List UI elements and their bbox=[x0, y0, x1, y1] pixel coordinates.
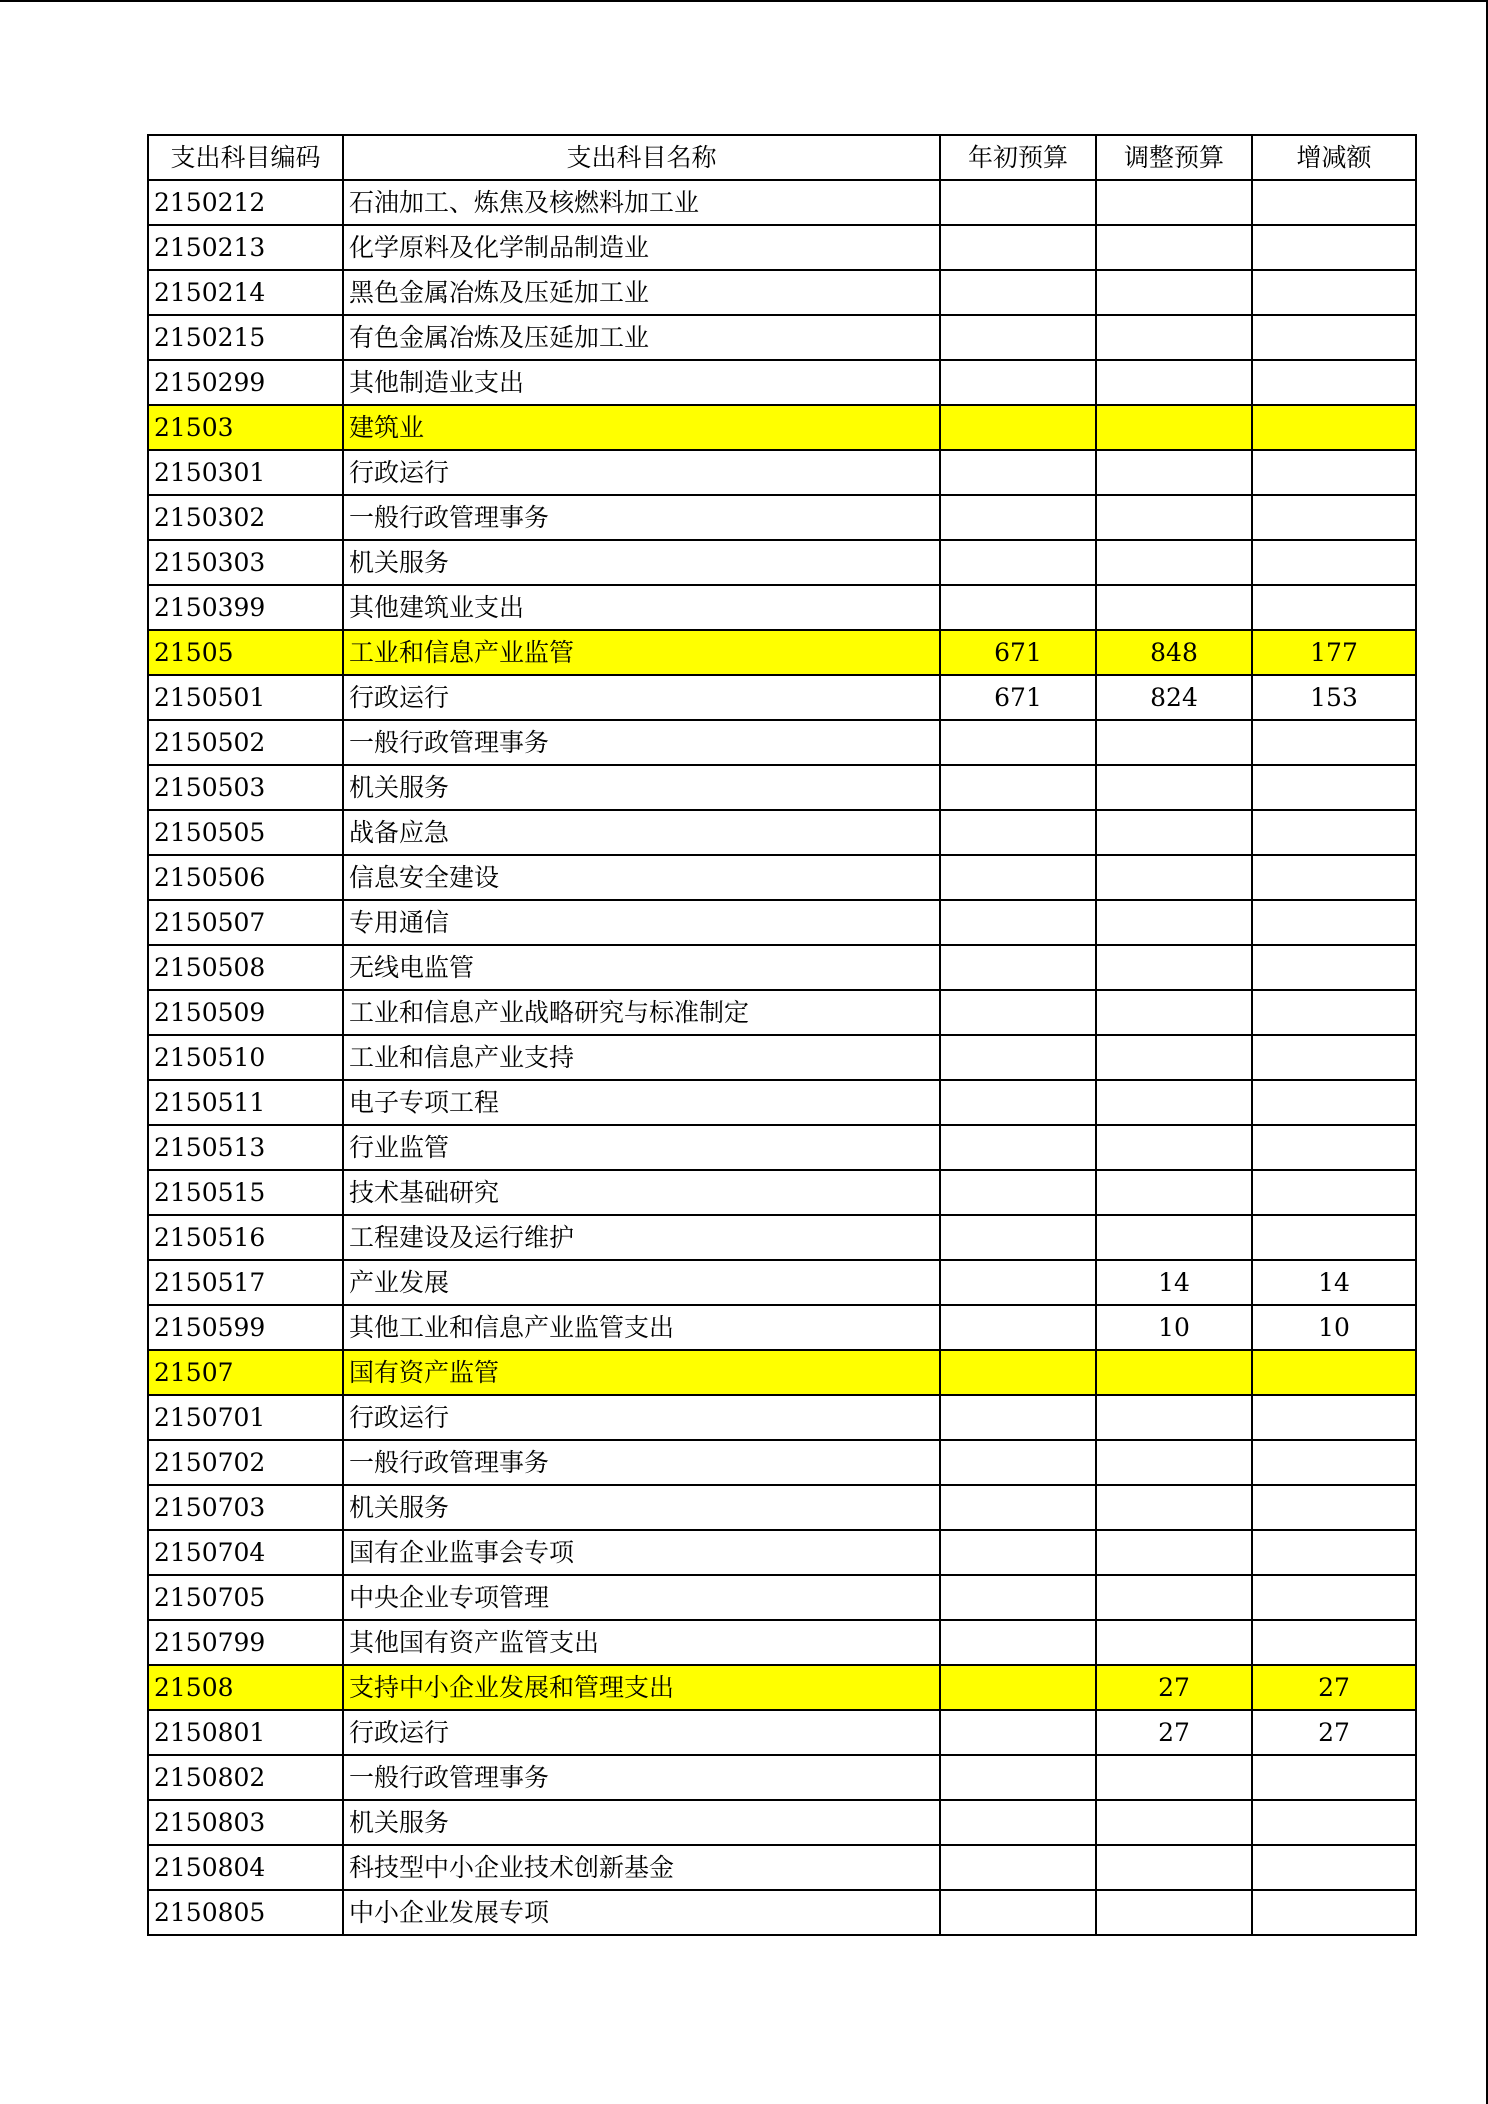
cell-code: 2150599 bbox=[148, 1305, 343, 1350]
cell-adjusted-budget bbox=[1096, 1485, 1252, 1530]
cell-name: 科技型中小企业技术创新基金 bbox=[343, 1845, 940, 1890]
cell-name: 机关服务 bbox=[343, 540, 940, 585]
cell-initial-budget bbox=[940, 990, 1096, 1035]
cell-change: 10 bbox=[1252, 1305, 1416, 1350]
table-row bbox=[148, 1485, 1416, 1530]
cell-code: 2150517 bbox=[148, 1260, 343, 1305]
cell-name: 石油加工、炼焦及核燃料加工业 bbox=[343, 180, 940, 225]
cell-name: 其他建筑业支出 bbox=[343, 585, 940, 630]
cell-name: 其他工业和信息产业监管支出 bbox=[343, 1305, 940, 1350]
cell-name: 无线电监管 bbox=[343, 945, 940, 990]
cell-adjusted-budget bbox=[1096, 360, 1252, 405]
cell-initial-budget bbox=[940, 1665, 1096, 1710]
table-row bbox=[148, 1890, 1416, 1935]
cell-adjusted-budget bbox=[1096, 270, 1252, 315]
cell-initial-budget bbox=[940, 1800, 1096, 1845]
cell-name: 中央企业专项管理 bbox=[343, 1575, 940, 1620]
cell-name: 建筑业 bbox=[343, 405, 940, 450]
cell-name: 专用通信 bbox=[343, 900, 940, 945]
budget-table bbox=[147, 134, 1417, 1936]
cell-name: 其他国有资产监管支出 bbox=[343, 1620, 940, 1665]
cell-name: 一般行政管理事务 bbox=[343, 1440, 940, 1485]
table-row bbox=[148, 720, 1416, 765]
table-row-category bbox=[148, 405, 1416, 450]
cell-name: 产业发展 bbox=[343, 1260, 940, 1305]
cell-name: 有色金属冶炼及压延加工业 bbox=[343, 315, 940, 360]
cell-code: 2150799 bbox=[148, 1620, 343, 1665]
cell-change bbox=[1252, 1035, 1416, 1080]
cell-initial-budget bbox=[940, 1125, 1096, 1170]
cell-adjusted-budget bbox=[1096, 1125, 1252, 1170]
cell-adjusted-budget bbox=[1096, 405, 1252, 450]
cell-code: 2150705 bbox=[148, 1575, 343, 1620]
cell-adjusted-budget bbox=[1096, 900, 1252, 945]
cell-adjusted-budget bbox=[1096, 945, 1252, 990]
cell-code: 21505 bbox=[148, 630, 343, 675]
table-row bbox=[148, 765, 1416, 810]
cell-initial-budget bbox=[940, 1575, 1096, 1620]
cell-code: 2150805 bbox=[148, 1890, 343, 1935]
cell-change bbox=[1252, 720, 1416, 765]
cell-change bbox=[1252, 1125, 1416, 1170]
cell-code: 2150508 bbox=[148, 945, 343, 990]
cell-change bbox=[1252, 1845, 1416, 1890]
cell-name: 化学原料及化学制品制造业 bbox=[343, 225, 940, 270]
cell-name: 战备应急 bbox=[343, 810, 940, 855]
cell-initial-budget bbox=[940, 945, 1096, 990]
cell-change bbox=[1252, 855, 1416, 900]
cell-initial-budget bbox=[940, 1215, 1096, 1260]
cell-code: 2150701 bbox=[148, 1395, 343, 1440]
cell-code: 2150506 bbox=[148, 855, 343, 900]
cell-name: 国有企业监事会专项 bbox=[343, 1530, 940, 1575]
page-top-edge bbox=[0, 0, 1488, 2]
cell-adjusted-budget bbox=[1096, 765, 1252, 810]
table-row bbox=[148, 1845, 1416, 1890]
cell-initial-budget bbox=[940, 1305, 1096, 1350]
cell-change bbox=[1252, 945, 1416, 990]
cell-adjusted-budget bbox=[1096, 225, 1252, 270]
cell-code: 21507 bbox=[148, 1350, 343, 1395]
cell-name: 黑色金属冶炼及压延加工业 bbox=[343, 270, 940, 315]
table-row bbox=[148, 1800, 1416, 1845]
cell-initial-budget bbox=[940, 1845, 1096, 1890]
table-row bbox=[148, 855, 1416, 900]
cell-initial-budget bbox=[940, 1080, 1096, 1125]
cell-change: 177 bbox=[1252, 630, 1416, 675]
cell-name: 国有资产监管 bbox=[343, 1350, 940, 1395]
cell-name: 工业和信息产业战略研究与标准制定 bbox=[343, 990, 940, 1035]
header-adjusted-budget: 调整预算 bbox=[1096, 135, 1252, 180]
cell-initial-budget bbox=[940, 360, 1096, 405]
header-change: 增减额 bbox=[1252, 135, 1416, 180]
cell-initial-budget bbox=[940, 765, 1096, 810]
cell-adjusted-budget: 27 bbox=[1096, 1710, 1252, 1755]
table-row bbox=[148, 945, 1416, 990]
cell-initial-budget bbox=[940, 1395, 1096, 1440]
cell-initial-budget bbox=[940, 270, 1096, 315]
cell-change bbox=[1252, 1485, 1416, 1530]
cell-initial-budget: 671 bbox=[940, 630, 1096, 675]
cell-code: 2150510 bbox=[148, 1035, 343, 1080]
cell-change bbox=[1252, 1350, 1416, 1395]
table-row-category bbox=[148, 1665, 1416, 1710]
cell-initial-budget bbox=[940, 450, 1096, 495]
cell-initial-budget bbox=[940, 585, 1096, 630]
cell-code: 2150702 bbox=[148, 1440, 343, 1485]
cell-change bbox=[1252, 1755, 1416, 1800]
cell-initial-budget bbox=[940, 1620, 1096, 1665]
table-row bbox=[148, 675, 1416, 720]
table-row bbox=[148, 450, 1416, 495]
cell-change bbox=[1252, 990, 1416, 1035]
table-row bbox=[148, 180, 1416, 225]
cell-adjusted-budget bbox=[1096, 540, 1252, 585]
cell-adjusted-budget bbox=[1096, 1035, 1252, 1080]
cell-change bbox=[1252, 1215, 1416, 1260]
table-row bbox=[148, 1530, 1416, 1575]
cell-name: 机关服务 bbox=[343, 765, 940, 810]
table-row bbox=[148, 1755, 1416, 1800]
cell-name: 电子专项工程 bbox=[343, 1080, 940, 1125]
header-row bbox=[148, 135, 1416, 180]
cell-name: 工业和信息产业支持 bbox=[343, 1035, 940, 1080]
cell-adjusted-budget bbox=[1096, 1575, 1252, 1620]
cell-initial-budget bbox=[940, 1710, 1096, 1755]
cell-code: 2150509 bbox=[148, 990, 343, 1035]
cell-code: 2150399 bbox=[148, 585, 343, 630]
cell-adjusted-budget bbox=[1096, 1755, 1252, 1800]
cell-name: 一般行政管理事务 bbox=[343, 495, 940, 540]
cell-adjusted-budget bbox=[1096, 990, 1252, 1035]
cell-initial-budget bbox=[940, 855, 1096, 900]
cell-adjusted-budget bbox=[1096, 720, 1252, 765]
cell-adjusted-budget bbox=[1096, 1170, 1252, 1215]
cell-code: 2150299 bbox=[148, 360, 343, 405]
table-row-category bbox=[148, 630, 1416, 675]
table-row bbox=[148, 1260, 1416, 1305]
table-row bbox=[148, 1170, 1416, 1215]
cell-code: 2150801 bbox=[148, 1710, 343, 1755]
cell-change bbox=[1252, 1890, 1416, 1935]
cell-name: 一般行政管理事务 bbox=[343, 720, 940, 765]
cell-adjusted-budget bbox=[1096, 1080, 1252, 1125]
cell-adjusted-budget bbox=[1096, 1395, 1252, 1440]
cell-adjusted-budget: 848 bbox=[1096, 630, 1252, 675]
cell-initial-budget bbox=[940, 1260, 1096, 1305]
cell-change bbox=[1252, 450, 1416, 495]
cell-initial-budget bbox=[940, 1755, 1096, 1800]
cell-code: 2150703 bbox=[148, 1485, 343, 1530]
table-row bbox=[148, 1125, 1416, 1170]
cell-code: 2150303 bbox=[148, 540, 343, 585]
cell-name: 其他制造业支出 bbox=[343, 360, 940, 405]
table-row bbox=[148, 900, 1416, 945]
cell-adjusted-budget bbox=[1096, 855, 1252, 900]
cell-name: 中小企业发展专项 bbox=[343, 1890, 940, 1935]
table-body bbox=[148, 180, 1416, 1935]
cell-change bbox=[1252, 540, 1416, 585]
cell-adjusted-budget bbox=[1096, 1530, 1252, 1575]
cell-adjusted-budget bbox=[1096, 1215, 1252, 1260]
cell-code: 2150516 bbox=[148, 1215, 343, 1260]
cell-change bbox=[1252, 1080, 1416, 1125]
table-row bbox=[148, 315, 1416, 360]
cell-change bbox=[1252, 1575, 1416, 1620]
cell-change bbox=[1252, 810, 1416, 855]
table-row bbox=[148, 225, 1416, 270]
cell-adjusted-budget bbox=[1096, 450, 1252, 495]
table-row bbox=[148, 360, 1416, 405]
cell-name: 机关服务 bbox=[343, 1485, 940, 1530]
table-row bbox=[148, 1305, 1416, 1350]
cell-change: 14 bbox=[1252, 1260, 1416, 1305]
cell-initial-budget bbox=[940, 1350, 1096, 1395]
cell-initial-budget bbox=[940, 1890, 1096, 1935]
cell-code: 2150511 bbox=[148, 1080, 343, 1125]
cell-initial-budget bbox=[940, 315, 1096, 360]
cell-change bbox=[1252, 225, 1416, 270]
cell-code: 2150503 bbox=[148, 765, 343, 810]
cell-name: 机关服务 bbox=[343, 1800, 940, 1845]
cell-change bbox=[1252, 765, 1416, 810]
table-row bbox=[148, 585, 1416, 630]
cell-code: 2150515 bbox=[148, 1170, 343, 1215]
cell-adjusted-budget: 14 bbox=[1096, 1260, 1252, 1305]
table-row bbox=[148, 495, 1416, 540]
cell-name: 信息安全建设 bbox=[343, 855, 940, 900]
table-row bbox=[148, 1080, 1416, 1125]
cell-name: 行业监管 bbox=[343, 1125, 940, 1170]
cell-change bbox=[1252, 1530, 1416, 1575]
cell-adjusted-budget bbox=[1096, 315, 1252, 360]
cell-initial-budget bbox=[940, 495, 1096, 540]
cell-code: 2150214 bbox=[148, 270, 343, 315]
cell-code: 2150501 bbox=[148, 675, 343, 720]
cell-name: 一般行政管理事务 bbox=[343, 1755, 940, 1800]
header-initial-budget: 年初预算 bbox=[940, 135, 1096, 180]
cell-code: 2150507 bbox=[148, 900, 343, 945]
table-row bbox=[148, 1215, 1416, 1260]
cell-code: 2150215 bbox=[148, 315, 343, 360]
cell-change bbox=[1252, 405, 1416, 450]
cell-change bbox=[1252, 585, 1416, 630]
cell-change bbox=[1252, 315, 1416, 360]
cell-change bbox=[1252, 1440, 1416, 1485]
table-row bbox=[148, 1440, 1416, 1485]
cell-change bbox=[1252, 1620, 1416, 1665]
cell-code: 2150803 bbox=[148, 1800, 343, 1845]
cell-initial-budget bbox=[940, 720, 1096, 765]
cell-initial-budget bbox=[940, 1035, 1096, 1080]
cell-adjusted-budget: 27 bbox=[1096, 1665, 1252, 1710]
cell-adjusted-budget bbox=[1096, 1350, 1252, 1395]
cell-code: 21508 bbox=[148, 1665, 343, 1710]
cell-adjusted-budget bbox=[1096, 1440, 1252, 1485]
cell-code: 2150804 bbox=[148, 1845, 343, 1890]
cell-initial-budget bbox=[940, 1485, 1096, 1530]
table-row bbox=[148, 1035, 1416, 1080]
cell-initial-budget bbox=[940, 1530, 1096, 1575]
header-code: 支出科目编码 bbox=[148, 135, 343, 180]
table-row bbox=[148, 270, 1416, 315]
cell-adjusted-budget bbox=[1096, 1620, 1252, 1665]
cell-initial-budget: 671 bbox=[940, 675, 1096, 720]
cell-initial-budget bbox=[940, 1440, 1096, 1485]
cell-change: 27 bbox=[1252, 1710, 1416, 1755]
table-row bbox=[148, 540, 1416, 585]
cell-name: 支持中小企业发展和管理支出 bbox=[343, 1665, 940, 1710]
cell-name: 工程建设及运行维护 bbox=[343, 1215, 940, 1260]
cell-code: 2150301 bbox=[148, 450, 343, 495]
cell-code: 2150213 bbox=[148, 225, 343, 270]
table-row bbox=[148, 1620, 1416, 1665]
cell-change bbox=[1252, 495, 1416, 540]
cell-adjusted-budget bbox=[1096, 495, 1252, 540]
cell-change bbox=[1252, 900, 1416, 945]
cell-change: 27 bbox=[1252, 1665, 1416, 1710]
cell-initial-budget bbox=[940, 405, 1096, 450]
cell-code: 2150302 bbox=[148, 495, 343, 540]
cell-code: 2150505 bbox=[148, 810, 343, 855]
table-row bbox=[148, 1395, 1416, 1440]
cell-name: 行政运行 bbox=[343, 1395, 940, 1440]
cell-initial-budget bbox=[940, 180, 1096, 225]
cell-code: 2150802 bbox=[148, 1755, 343, 1800]
table-row bbox=[148, 810, 1416, 855]
cell-change bbox=[1252, 360, 1416, 405]
cell-adjusted-budget bbox=[1096, 1800, 1252, 1845]
cell-change bbox=[1252, 270, 1416, 315]
cell-change bbox=[1252, 180, 1416, 225]
cell-code: 2150212 bbox=[148, 180, 343, 225]
cell-adjusted-budget bbox=[1096, 810, 1252, 855]
cell-initial-budget bbox=[940, 225, 1096, 270]
cell-name: 工业和信息产业监管 bbox=[343, 630, 940, 675]
cell-adjusted-budget bbox=[1096, 1845, 1252, 1890]
cell-adjusted-budget bbox=[1096, 1890, 1252, 1935]
cell-name: 技术基础研究 bbox=[343, 1170, 940, 1215]
cell-initial-budget bbox=[940, 900, 1096, 945]
cell-name: 行政运行 bbox=[343, 450, 940, 495]
cell-name: 行政运行 bbox=[343, 675, 940, 720]
cell-change bbox=[1252, 1170, 1416, 1215]
cell-code: 2150513 bbox=[148, 1125, 343, 1170]
cell-change bbox=[1252, 1800, 1416, 1845]
cell-adjusted-budget: 824 bbox=[1096, 675, 1252, 720]
table-row-category bbox=[148, 1350, 1416, 1395]
cell-change: 153 bbox=[1252, 675, 1416, 720]
header-name: 支出科目名称 bbox=[343, 135, 940, 180]
cell-name: 行政运行 bbox=[343, 1710, 940, 1755]
cell-adjusted-budget bbox=[1096, 180, 1252, 225]
cell-change bbox=[1252, 1395, 1416, 1440]
cell-adjusted-budget: 10 bbox=[1096, 1305, 1252, 1350]
cell-initial-budget bbox=[940, 540, 1096, 585]
cell-initial-budget bbox=[940, 810, 1096, 855]
table-row bbox=[148, 990, 1416, 1035]
table-row bbox=[148, 1575, 1416, 1620]
cell-adjusted-budget bbox=[1096, 585, 1252, 630]
cell-code: 2150502 bbox=[148, 720, 343, 765]
cell-code: 2150704 bbox=[148, 1530, 343, 1575]
table-row bbox=[148, 1710, 1416, 1755]
cell-code: 21503 bbox=[148, 405, 343, 450]
cell-initial-budget bbox=[940, 1170, 1096, 1215]
